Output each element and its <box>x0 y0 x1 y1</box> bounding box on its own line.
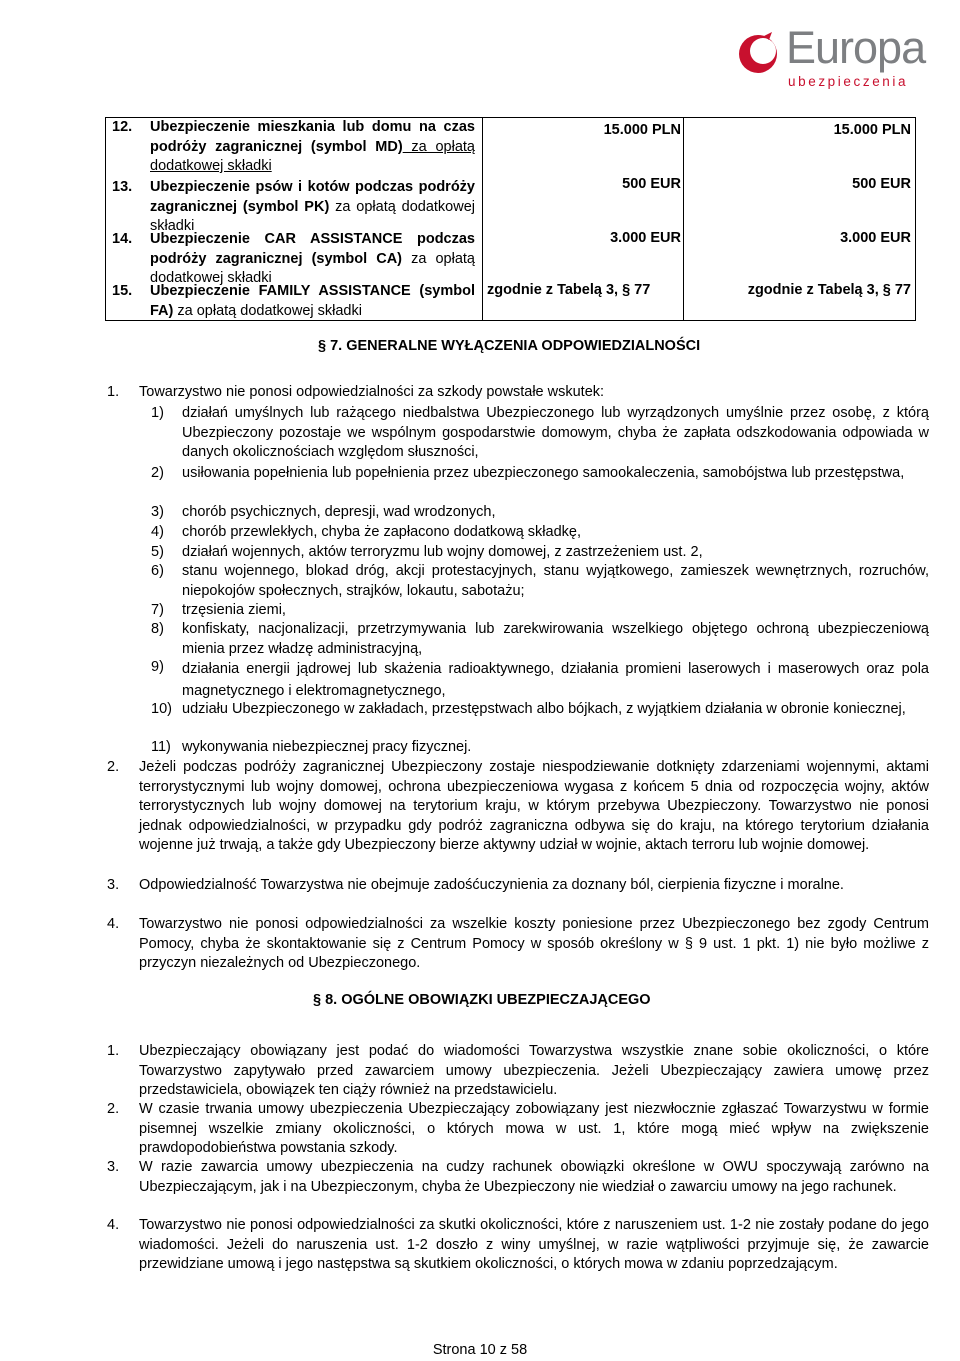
paragraph-number: 1. <box>107 1043 120 1059</box>
coverage-table <box>105 117 916 321</box>
europa-logo-mark-icon <box>736 30 784 78</box>
table-row <box>106 230 482 286</box>
paragraph-text: Towarzystwo nie ponosi odpowiedzialności za skutki okoliczności, które z naruszeniem ust. 1-2 nie zostały podane do jego wiadomości. Jeżeli do naruszenia ust. 1-2 doszło z winy umyślnej, w razie wątpliwości przyjmuje się, że zawarcie przewidziane umową i jego następstwa są skutkiem okoliczności, o których mowa w zdaniu poprzedzającym. <box>139 1217 929 1272</box>
list-item-number: 9) <box>151 659 164 675</box>
paragraph-number: 3. <box>107 1159 120 1175</box>
list-item-text: działania energii jądrowej lub skażenia radioaktywnego, działania promieni laserowych i maserowych oraz pola magnetycznego i elektromagnetycznego, <box>182 661 929 699</box>
row-number: 12. <box>112 119 133 135</box>
section-8-title: § 8. OGÓLNE OBOWIĄZKI UBEZPIECZAJĄCEGO <box>313 992 651 1008</box>
list-item-number: 7) <box>151 602 164 618</box>
paragraph-text: Towarzystwo nie ponosi odpowiedzialności za szkody powstałe wskutek: <box>139 384 605 400</box>
table-value: 500 EUR <box>622 176 681 192</box>
list-item-text: działań wojennych, aktów terroryzmu lub wojny domowej, z zastrzeżeniem ust. 2, <box>182 544 703 560</box>
paragraph-number: 4. <box>107 1217 120 1233</box>
page-footer: Strona 10 z 58 <box>432 1342 528 1358</box>
list-item-number: 3) <box>151 504 164 520</box>
paragraph-number: 2. <box>107 1101 120 1117</box>
list-item-number: 10) <box>151 701 172 717</box>
paragraph-text: Odpowiedzialność Towarzystwa nie obejmuje zadośćuczynienia za doznany ból, cierpienia fizyczne i moralne. <box>139 877 844 893</box>
table-value: 15.000 PLN <box>833 122 911 138</box>
paragraph-number: 1. <box>107 384 120 400</box>
logo-wordmark: Europa <box>786 22 926 73</box>
row-number: 13. <box>112 179 133 195</box>
paragraph-number: 2. <box>107 759 120 775</box>
table-value: 3.000 EUR <box>610 230 681 246</box>
list-item-text: stanu wojennego, blokad dróg, akcji protestacyjnych, stanu wyjątkowego, zamieszek wewnętrznych, rozruchów, niepokojów społecznych, strajków, lokautu, sabotażu; <box>182 563 929 599</box>
paragraph-number: 4. <box>107 916 120 932</box>
list-item-number: 1) <box>151 405 164 421</box>
list-item-number: 11) <box>151 739 171 755</box>
table-value: zgodnie z Tabelą 3, § 77 <box>747 282 911 298</box>
list-item-text: konfiskaty, nacjonalizacji, przetrzymywania lub zarekwirowania wszelkiego objętego ochroną ubezpieczeniową mienia przez władzę administracyjną, <box>182 621 929 657</box>
list-item-number: 8) <box>151 621 164 637</box>
list-item-text: usiłowania popełnienia lub popełnienia przez ubezpieczonego samookaleczenia, samobójstwa lub przestępstwa, <box>182 465 905 481</box>
row-description: Ubezpieczenie mieszkania lub domu na czas podróży zagranicznej (symbol MD) za opłatą dodatkowej składki <box>150 119 475 174</box>
row-description: Ubezpieczenie CAR ASSISTANCE podczas podróży zagranicznej (symbol CA) za opłatą dodatkowej składki <box>150 231 475 286</box>
list-item-text: chorób psychicznych, depresji, wad wrodzonych, <box>182 504 496 520</box>
table-description-cell <box>106 118 483 321</box>
table-value: 500 EUR <box>852 176 911 192</box>
list-item-number: 6) <box>151 563 164 579</box>
paragraph-number: 3. <box>107 877 120 893</box>
paragraph-text: Towarzystwo nie ponosi odpowiedzialności za wszelkie koszty poniesione przez Ubezpieczonego bez zgody Centrum Pomocy, chyba że skontaktowanie się z Centrum Pomocy w sposób określony w § 9 ust. 1 pkt. 1) nie było możliwe z przyczyn niezależnych od Ubezpieczonego. <box>139 916 929 971</box>
row-description: Ubezpieczenie FAMILY ASSISTANCE (symbol FA) za opłatą dodatkowej składki <box>150 283 475 319</box>
row-number: 14. <box>112 231 133 247</box>
row-description: Ubezpieczenie psów i kotów podczas podróży zagranicznej (symbol PK) za opłatą dodatkowej składki <box>150 179 475 234</box>
list-item-text: chorób przewlekłych, chyba że zapłacono dodatkową składkę, <box>182 524 581 540</box>
paragraph-text: W czasie trwania umowy ubezpieczenia Ubezpieczający zobowiązany jest niezwłocznie zgłaszać Towarzystwu w formie pisemnej wszelkie zmiany okoliczności, o których mowa w ust. 1, które mogą mieć wpływ na zwiększenie prawdopodobieństwa powstania szkody. <box>139 1101 929 1156</box>
table-value: 15.000 PLN <box>603 122 681 138</box>
table-row <box>106 178 482 234</box>
table-value: 3.000 EUR <box>840 230 911 246</box>
table-value-column-1 <box>483 118 684 321</box>
logo-subtitle: ubezpieczenia <box>788 74 909 89</box>
table-value-column-2 <box>684 118 916 321</box>
list-item-text: trzęsienia ziemi, <box>182 602 286 618</box>
row-number: 15. <box>112 283 133 299</box>
list-item-number: 5) <box>151 544 164 560</box>
paragraph-text: Ubezpieczający obowiązany jest podać do wiadomości Towarzystwa wszystkie znane sobie okoliczności, o które Towarzystwo zapytywało przed zawarciem umowy ubezpieczenia. Jeżeli Ubezpieczający zawiera umowę przez przedstawiciela, obowiązek ten ciąży również na przedstawicielu. <box>139 1043 929 1098</box>
section-7-title: § 7. GENERALNE WYŁĄCZENIA ODPOWIEDZIALNOŚCI <box>318 338 701 354</box>
list-item-text: wykonywania niebezpiecznej pracy fizycznej. <box>182 739 472 755</box>
list-item-number: 2) <box>151 465 164 481</box>
table-row <box>106 118 482 178</box>
table-value: zgodnie z Tabelą 3, § 77 <box>487 282 651 298</box>
list-item-text: działań umyślnych lub rażącego niedbalstwa Ubezpieczonego lub wyrządzonych umyślnie przez osobę, z którą Ubezpieczony pozostaje we wspólnym gospodarstwie domowym, chyba że zapłata odszkodowania odpowiada w danych okolicznościach względom słuszności, <box>182 405 929 460</box>
paragraph-text: W razie zawarcia umowy ubezpieczenia na cudzy rachunek obowiązki określone w OWU spoczywają zarówno na Ubezpieczającym, jak i na Ubezpieczonym, chyba że Ubezpieczony nie wiedział o zawarciu umowy na jego rachunek. <box>139 1159 929 1195</box>
list-item-text: udziału Ubezpieczonego w zakładach, przestępstwach albo bójkach, z wyjątkiem działania w obronie koniecznej, <box>182 701 906 717</box>
list-item-number: 4) <box>151 524 164 540</box>
table-row <box>106 282 482 320</box>
europa-logo <box>736 22 946 92</box>
paragraph-text: Jeżeli podczas podróży zagranicznej Ubezpieczony zostaje niespodziewanie dotknięty zdarzeniami wojennymi, aktami terrorystycznymi lub wojny domowej, ochrona ubezpieczeniowa wygasa z końcem 5 dnia od rozpoczęcia wojny, aktów terrorystycznych lub wojny domowej na terytorium kraju, w którym przebywa Ubezpieczony. Towarzystwo nie ponosi jednak odpowiedzialności, w przypadku gdy podróż zagraniczna odbywa się do kraju, na którego terytorium działania wojenne już trwają, a także gdy Ubezpieczony bierze aktywny udział w wojnie, aktach terroru lub wojnie domowej. <box>139 759 929 853</box>
